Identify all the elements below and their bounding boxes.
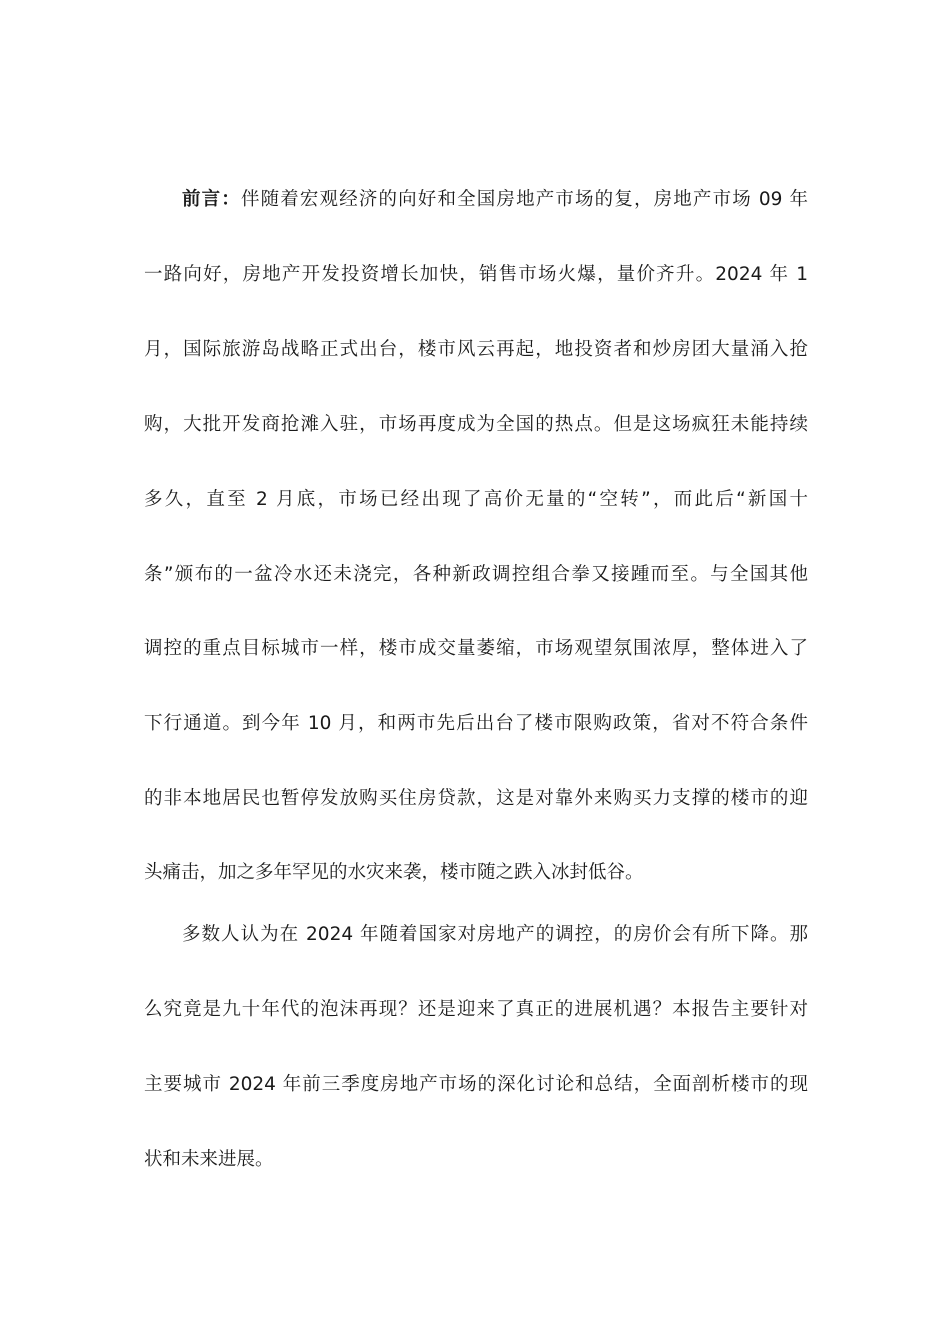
paragraph1-line-2: 一路向好，房地产开发投资增长加快，销售市场火爆，量价齐升。2024 年 1 — [144, 264, 808, 285]
paragraph2-line-2: 么究竟是九十年代的泡沫再现？还是迎来了真正的进展机遇？本报告主要针对 — [144, 999, 808, 1020]
paragraph2-line-1: 多数人认为在 2024 年随着国家对房地产的调控，的房价会有所下降。那 — [182, 924, 808, 945]
paragraph1-line-4: 购，大批开发商抢滩入驻，市场再度成为全国的热点。但是这场疯狂未能持续 — [144, 414, 808, 435]
paragraph1-line-10: 头痛击，加之多年罕见的水灾来袭，楼市随之跌入冰封低谷。 — [144, 862, 644, 883]
paragraph1-line-3: 月，国际旅游岛战略正式出台，楼市风云再起，地投资者和炒房团大量涌入抢 — [144, 339, 808, 360]
paragraph1-line-1 — [182, 187, 808, 213]
paragraph1-line-8: 下行通道。到今年 10 月，和两市先后出台了楼市限购政策，省对不符合条件 — [144, 713, 808, 734]
preface-label: 前言： — [182, 189, 241, 210]
paragraph2-line-3: 主要城市 2024 年前三季度房地产市场的深化讨论和总结，全面剖析楼市的现 — [144, 1074, 808, 1095]
paragraph1-line-9: 的非本地居民也暂停发放购买住房贷款，这是对靠外来购买力支撑的楼市的迎 — [144, 788, 808, 809]
paragraph1-line-7: 调控的重点目标城市一样，楼市成交量萎缩，市场观望氛围浓厚，整体进入了 — [144, 638, 808, 659]
paragraph1-line-6: 条”颁布的一盆冷水还未浇完，各种新政调控组合拳又接踵而至。与全国其他 — [144, 564, 808, 585]
paragraph1-line-1-text: 伴随着宏观经济的向好和全国房地产市场的复，房地产市场 09 年 — [240, 189, 808, 210]
paragraph2-line-4: 状和未来进展。 — [144, 1149, 274, 1170]
paragraph1-line-5: 多久，直至 2 月底，市场已经出现了高价无量的“空转”，而此后“新国十 — [144, 489, 808, 510]
